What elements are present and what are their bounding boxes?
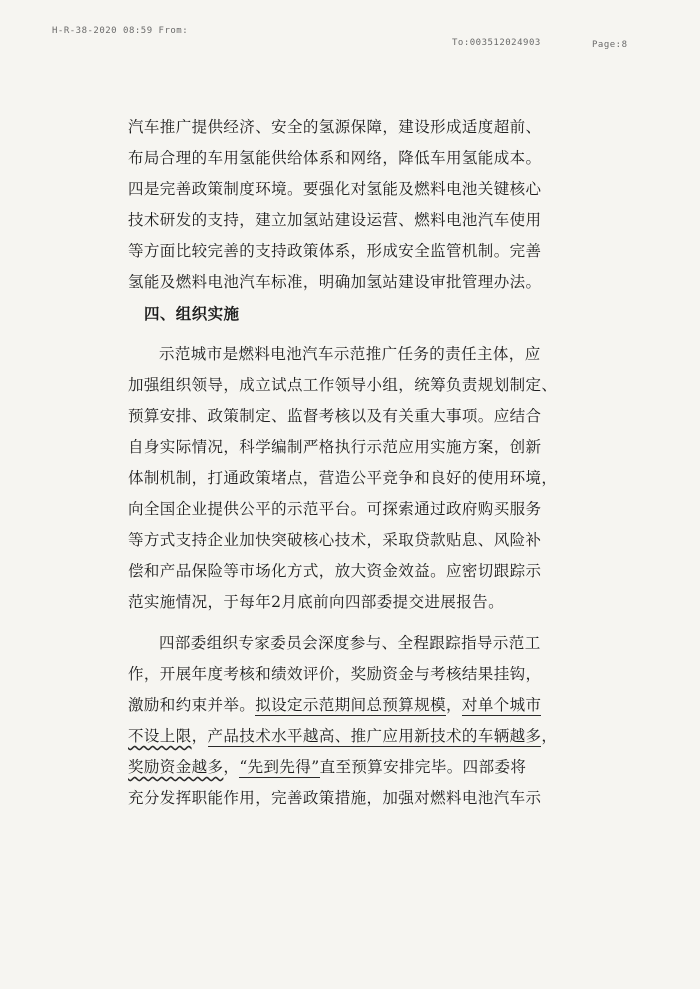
text-line: 范实施情况，于每年2月底前向四部委提交进展报告。	[128, 593, 504, 611]
text-line: 偿和产品保险等市场化方式，放大资金效益。应密切跟踪示	[128, 562, 542, 580]
text-line: 自身实际情况，科学编制严格执行示范应用实施方案，创新	[128, 438, 542, 456]
text-line: 预算安排、政策制定、监督考核以及有关重大事项。应结合	[128, 407, 542, 425]
text-line: 体制机制，打通政策堵点，营造公平竞争和良好的使用环境，	[128, 469, 558, 487]
wavy-underlined-text: 不设上限	[128, 727, 192, 745]
text-line: 充分发挥职能作用，完善政策措施，加强对燃料电池汽车示	[128, 789, 542, 807]
underlined-text: 对单个城市	[461, 696, 542, 714]
text-line: 技术研发的支持，建立加氢站建设运营、燃料电池汽车使用	[128, 211, 542, 229]
fax-recipient-number: To:003512024903	[452, 38, 541, 48]
text-segment: 直至预算安排完毕。四部委将	[319, 758, 527, 776]
underlined-text: “先到先得”	[239, 758, 320, 776]
text-line: 四是完善政策制度环境。要强化对氢能及燃料电池关键核心	[128, 180, 542, 198]
underlined-text: 拟设定示范期间总预算规模	[255, 696, 447, 714]
text-line: 等方式支持企业加快突破核心技术，采取贷款贴息、风险补	[128, 531, 542, 549]
paragraph-organization	[128, 339, 588, 618]
text-line: 汽车推广提供经济、安全的氢源保障，建设形成适度超前、	[128, 118, 542, 136]
text-line: 向全国企业提供公平的示范平台。可探索通过政府购买服务	[128, 500, 542, 518]
wavy-underlined-text: 奖励资金越多	[128, 758, 224, 776]
fax-sender-line: H-R-38-2020 08:59 From:	[52, 26, 189, 36]
section-heading: 四、组织实施	[144, 304, 240, 323]
text-line: 氢能及燃料电池汽车标准，明确加氢站建设审批管理办法。	[128, 273, 542, 291]
text-line: 布局合理的车用氢能供给体系和网络，降低车用氢能成本。	[128, 149, 542, 167]
text-segment: 激励和约束并举。	[128, 696, 256, 714]
document-body	[128, 112, 588, 814]
text-line: 加强组织领导，成立试点工作领导小组，统筹负责规划制定、	[128, 376, 558, 394]
text-line: 四部委组织专家委员会深度参与、全程跟踪指导示范工	[159, 634, 541, 652]
text-line: 作，开展年度考核和绩效评价，奖励资金与考核结果挂钩，	[128, 665, 542, 683]
text-segment: ，	[541, 727, 558, 745]
text-segment: ，	[191, 727, 208, 745]
fax-page-number: Page:8	[592, 40, 628, 50]
text-line: 等方面比较完善的支持政策体系，形成安全监管机制。完善	[128, 242, 542, 260]
text-segment: ，	[446, 696, 462, 714]
underlined-text: 产品技术水平越高、推广应用新技术的车辆越多	[207, 727, 542, 745]
fax-header	[52, 26, 652, 50]
text-line	[128, 752, 588, 783]
text-line	[128, 721, 588, 752]
paragraph-evaluation	[128, 628, 588, 814]
text-line: 示范城市是燃料电池汽车示范推广任务的责任主体，应	[159, 345, 541, 363]
text-segment: ，	[223, 758, 240, 776]
text-line	[128, 690, 588, 721]
paragraph-policy-environment	[128, 112, 588, 298]
